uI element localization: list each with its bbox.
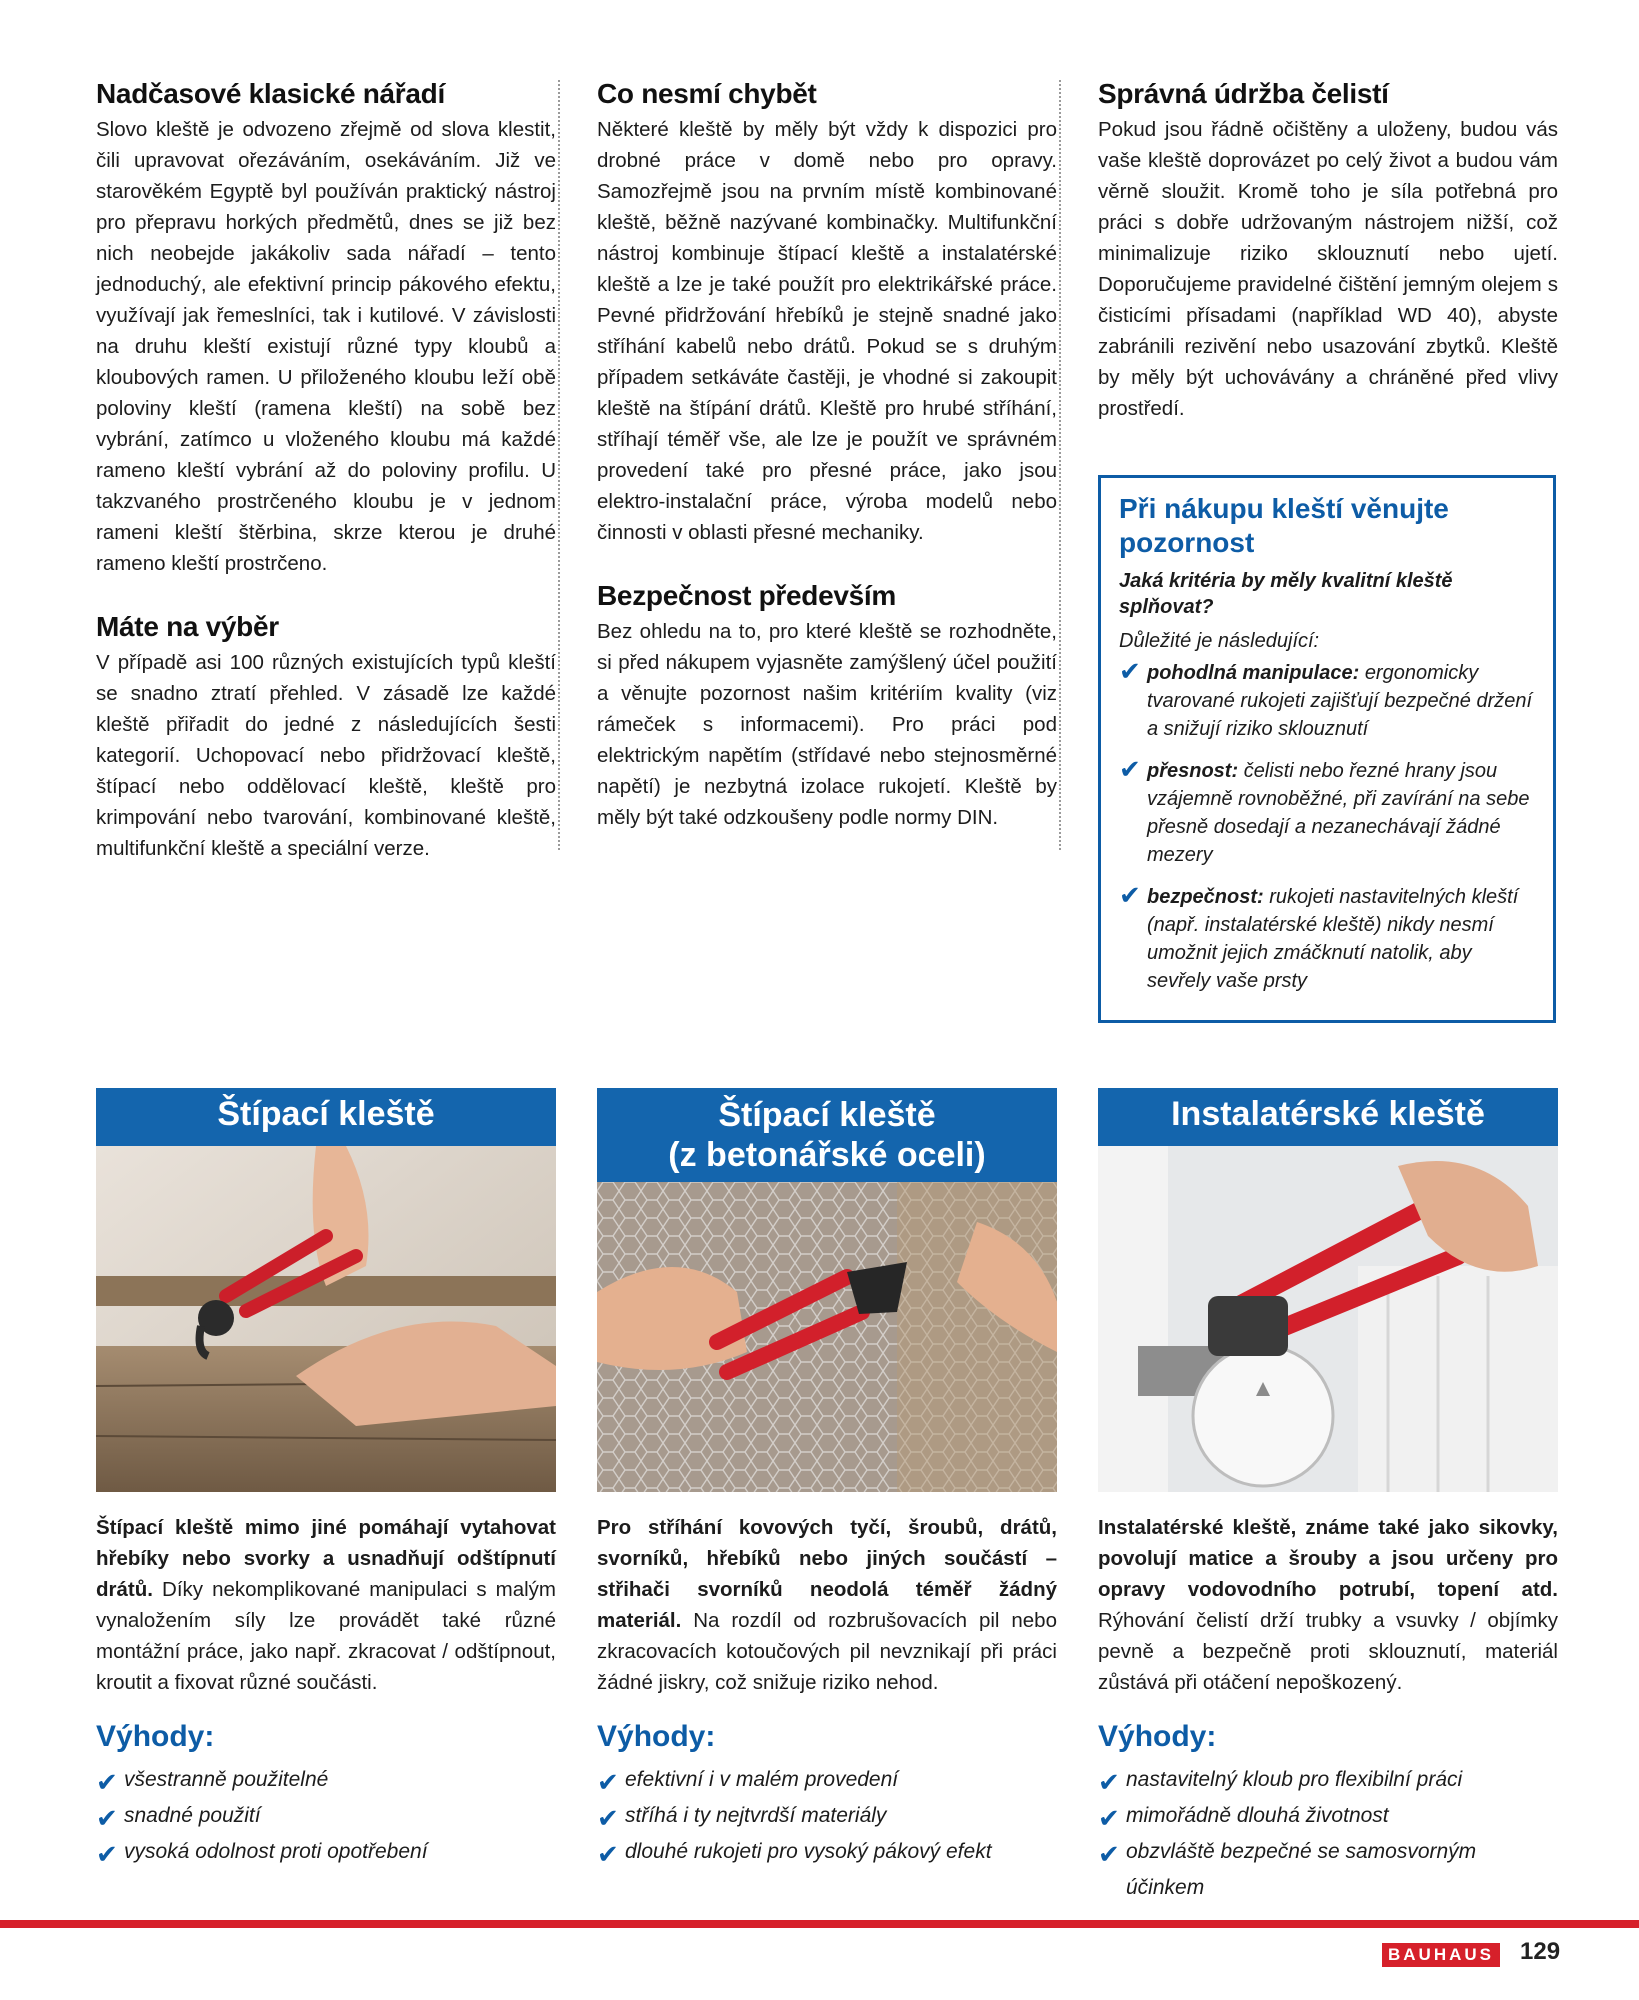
column-separator	[558, 80, 560, 850]
page-number: 129	[1520, 1938, 1561, 1965]
paragraph-history: Slovo kleště je odvozeno zřejmě od slova klestit, čili upravovat ořezáváním, osekáváním. Již ve starověkém Egyptě byl používán praktický nástroj pro přepravu horkých předmětů, dnes se již bez nich neobejde jakákoliv sada nářadí – tento jednoduchý, ale efektivní princip pákového efektu, využívají jak řemeslníci, tak i kutilové. V závislosti na druhu kleští existují různé typy kloubů a kloubových ramen. U přiloženého kloubu leží obě poloviny kleští (ramena kleští) na sobě bez vybrání, zatímco u vloženého kloubu má každé rameno kleští vybrání až do poloviny profilu. U takzvaného prostrčeného kloubu je v jednom rameni kleští štěrbina, skrze kterou je druhé rameno kleští prostrčeno.	[96, 118, 556, 575]
checkmark-icon: ✔	[1098, 1839, 1120, 1869]
checkmark-icon: ✔	[597, 1839, 619, 1869]
advantage-item: ✔ dlouhé rukojeti pro vysoký pákový efekt	[597, 1834, 1057, 1870]
heading-must-have: Co nesmí chybět	[597, 78, 817, 109]
paragraph-categories: V případě asi 100 různých existujících typů kleští se snadno ztratí přehled. V zásadě lze každé kleště přiřadit do jedné z následujících šesti kategorií. Uchopovací nebo přidržovací kleště, štípací nebo oddělovací kleště, kleště pro krimpování nebo tvarování, kombinované kleště, multifunkční kleště a speciální verze.	[96, 651, 556, 860]
heading-maintenance: Správná údržba čelistí	[1098, 78, 1389, 109]
photo-water-pump-pliers	[1098, 1146, 1558, 1492]
box-intro: Důležité je následující:	[1119, 630, 1320, 652]
advantage-item: ✔ mimořádně dlouhá životnost	[1098, 1798, 1558, 1834]
checkmark-icon: ✔	[96, 1803, 118, 1833]
advantages-title: Výhody:	[597, 1720, 716, 1753]
paragraph-must-have: Některé kleště by měly být vždy k dispozici pro drobné práce v domě nebo pro opravy. Samozřejmě jsou na prvním místě kombinované kleště, běžně nazývané kombinačky. Multifunkční nástroj kombinuje štípací kleště a instalatérské kleště a lze je také použít pro elektrikářské práce. Pevné přidržování hřebíků je stejně snadné jako stříhání kabelů nebo drátů. Pokud se s druhým případem setkáváte častěji, je vhodné si zakoupit kleště na štípání drátů. Kleště pro hrubé stříhání, stříhají téměř vše, ale lze je použít ve správném provedení také pro přesné práce, jako jsou elektro-instalační práce, výroba modelů nebo činnosti v oblasti přesné mechaniky.	[597, 118, 1057, 544]
article-column-3	[1098, 78, 1558, 424]
box-title: Při nákupu kleští věnujte pozornost	[1119, 493, 1449, 558]
checkmark-icon: ✔	[597, 1803, 619, 1833]
product-banner-cutting-pliers: Štípací kleště	[96, 1088, 556, 1146]
footer-red-line	[0, 1920, 1639, 1928]
advantage-item: ✔ všestranně použitelné	[96, 1762, 556, 1798]
photo-bolt-cutters	[597, 1182, 1057, 1492]
advantage-item: ✔ vysoká odolnost proti opotřebení	[96, 1834, 556, 1870]
paragraph-safety: Bez ohledu na to, pro které kleště se rozhodněte, si před nákupem vyjasněte zamýšlený účel použití a věnujte pozornost našim kritériím kvality (viz rámeček s informacemi). Pro práci pod elektrickým napětím (střídavé nebo stejnosměrné napětí) je nezbytná izolace rukojetí. Kleště by měly být také odzkoušeny podle normy DIN.	[597, 620, 1057, 829]
article-column-2	[597, 78, 1057, 833]
advantages-list	[96, 1720, 556, 1870]
checkmark-icon: ✔	[1098, 1767, 1120, 1797]
box-question: Jaká kritéria by měly kvalitní kleště splňovat?	[1119, 570, 1453, 618]
criterion-item: ✔ pohodlná manipulace: ergonomicky tvarované rukojeti zajišťují bezpečné držení a snižují riziko sklouznutí	[1119, 656, 1533, 740]
checkmark-icon: ✔	[597, 1767, 619, 1797]
product-description: Štípací kleště mimo jiné pomáhají vytahovat hřebíky nebo svorky a usnadňují odštípnutí drátů. Díky nekomplikované manipulaci s malým vynaložením síly lze provádět také různé montážní práce, jako např. zkracovat / odštípnout, kroutit a fixovat různé součásti.	[96, 1516, 556, 1694]
criterion-item: ✔ přesnost: čelisti nebo řezné hrany jsou vzájemně rovnoběžné, při zavírání na sebe přesně dosedají a nezanechávají žádné mezery	[1119, 754, 1530, 866]
advantages-title: Výhody:	[1098, 1720, 1217, 1753]
checkmark-icon: ✔	[1119, 880, 1141, 910]
advantage-item: ✔ efektivní i v malém provedení	[597, 1762, 1057, 1798]
checkmark-icon: ✔	[96, 1839, 118, 1869]
advantages-list	[1098, 1720, 1558, 1906]
advantage-item: ✔ obzvláště bezpečné se samosvorným účinkem	[1098, 1834, 1558, 1906]
paragraph-maintenance: Pokud jsou řádně očištěny a uloženy, budou vás vaše kleště doprovázet po celý život a budou vám věrně sloužit. Kromě toho je síla potřebná pro práci s dobře udržovaným nástrojem nižší, což minimalizuje riziko sklouznutí nebo ujetí. Doporučujeme pravidelné čištění jemným olejem s čisticími přísadami (například WD 40), abyste zabránili rezivění nebo usazování zbytků. Kleště by měly být uchovávány a chráněné před vlivy prostředí.	[1098, 118, 1558, 420]
product-description: Instalatérské kleště, známe také jako sikovky, povolují matice a šrouby a jsou určeny pro opravy vodovodního potrubí, topení atd. Rýhování čelistí drží trubky a vsuvky / objímky pevně a bezpečně proti sklouznutí, materiál zůstává při otáčení nepoškozený.	[1098, 1516, 1558, 1694]
product-banner-water-pump-pliers: Instalatérské kleště	[1098, 1088, 1558, 1146]
advantage-item: ✔ snadné použití	[96, 1798, 556, 1834]
advantage-item: ✔ nastavitelný kloub pro flexibilní práci	[1098, 1762, 1558, 1798]
checkmark-icon: ✔	[1119, 754, 1141, 784]
heading-timeless-tools: Nadčasové klasické nářadí	[96, 78, 445, 109]
checkmark-icon: ✔	[1119, 656, 1141, 686]
product-banner-bolt-cutters: Štípací kleště (z betonářské oceli)	[597, 1088, 1057, 1182]
advantage-item: ✔ stříhá i ty nejtvrdší materiály	[597, 1798, 1057, 1834]
advantages-title: Výhody:	[96, 1720, 215, 1753]
heading-safety: Bezpečnost především	[597, 580, 896, 611]
criterion-item: ✔ bezpečnost: rukojeti nastavitelných kleští (např. instalatérské kleště) nikdy nesmí umožnit jejich zmáčknutí natolik, aby sevřely vaše prsty	[1119, 880, 1519, 992]
column-separator	[1059, 80, 1061, 850]
buying-tips-box	[1098, 475, 1556, 1023]
bauhaus-logo: BAUHAUS	[1382, 1943, 1500, 1967]
advantages-list	[597, 1720, 1057, 1870]
photo-end-cutting-pliers	[96, 1146, 556, 1492]
checkmark-icon: ✔	[1098, 1803, 1120, 1833]
product-description: Pro stříhání kovových tyčí, šroubů, drátů, svorníků, hřebíků nebo jiných součástí – střihači svorníků neodolá téměř žádný materiál. Na rozdíl od rozbrušovacích pil nebo zkracovacích kotoučových pil nevznikají při práci žádné jiskry, což snižuje riziko nehod.	[597, 1516, 1057, 1694]
checkmark-icon: ✔	[96, 1767, 118, 1797]
article-column-1	[96, 78, 556, 864]
heading-choice: Máte na výběr	[96, 611, 279, 642]
